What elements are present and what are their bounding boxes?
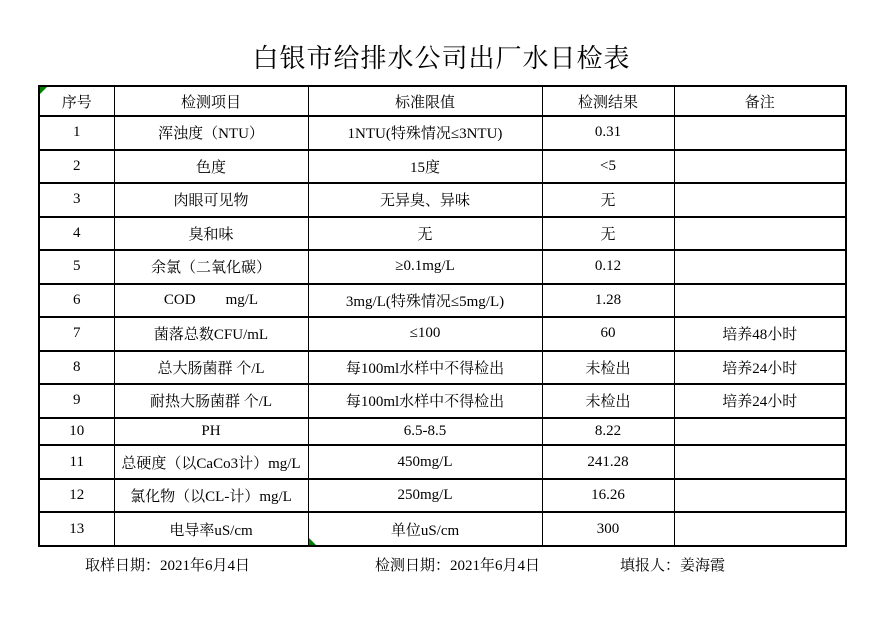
table-cell-note bbox=[674, 418, 846, 446]
table-cell-item: 色度 bbox=[114, 150, 308, 184]
table-cell-result: 1.28 bbox=[542, 284, 674, 318]
table-cell-index: 4 bbox=[39, 217, 114, 251]
table-cell-limit: 无异臭、异味 bbox=[308, 183, 542, 217]
test-date-label: 检测日期：2021年6月4日 bbox=[375, 558, 541, 574]
table-cell-index: 7 bbox=[39, 317, 114, 351]
table-cell-limit: 每100ml水样中不得检出 bbox=[308, 384, 542, 418]
table-row bbox=[39, 445, 846, 479]
table-cell-item: 总硬度（以CaCo3计）mg/L bbox=[114, 445, 308, 479]
table-cell-item: 氯化物（以CL-计）mg/L bbox=[114, 479, 308, 513]
table-row bbox=[39, 479, 846, 513]
table-cell-limit: 450mg/L bbox=[308, 445, 542, 479]
table-row bbox=[39, 217, 846, 251]
table-cell-result: 0.31 bbox=[542, 116, 674, 150]
table-cell-index: 3 bbox=[39, 183, 114, 217]
table-cell-item: PH bbox=[114, 418, 308, 446]
table-cell-result: 16.26 bbox=[542, 479, 674, 513]
table-cell-note: 培养24小时 bbox=[674, 384, 846, 418]
table-cell-limit: 无 bbox=[308, 217, 542, 251]
table-cell-result: 无 bbox=[542, 217, 674, 251]
table-cell-note bbox=[674, 479, 846, 513]
column-header-limit: 标准限值 bbox=[308, 86, 542, 116]
table-cell-note: 培养48小时 bbox=[674, 317, 846, 351]
table-cell-limit: 每100ml水样中不得检出 bbox=[308, 351, 542, 385]
table-cell-result: 241.28 bbox=[542, 445, 674, 479]
table-cell-index: 13 bbox=[39, 512, 114, 546]
table-cell-result: 300 bbox=[542, 512, 674, 546]
sampling-date-label: 取样日期：2021年6月4日 bbox=[85, 558, 251, 574]
table-cell-item: COD mg/L bbox=[114, 284, 308, 318]
footer bbox=[0, 554, 880, 574]
table-row bbox=[39, 250, 846, 284]
table-cell-item: 余氯（二氧化碳） bbox=[114, 250, 308, 284]
table-cell-result: 无 bbox=[542, 183, 674, 217]
header-row bbox=[39, 86, 846, 116]
table-cell-item: 菌落总数CFU/mL bbox=[114, 317, 308, 351]
table-cell-note bbox=[674, 250, 846, 284]
table-row bbox=[39, 116, 846, 150]
table-cell-index: 5 bbox=[39, 250, 114, 284]
column-header-note: 备注 bbox=[674, 86, 846, 116]
table-cell-result: <5 bbox=[542, 150, 674, 184]
table-cell-item: 总大肠菌群 个/L bbox=[114, 351, 308, 385]
table-row bbox=[39, 512, 846, 546]
table-cell-limit: 250mg/L bbox=[308, 479, 542, 513]
table-cell-result: 8.22 bbox=[542, 418, 674, 446]
table-body bbox=[39, 116, 846, 546]
table-row bbox=[39, 418, 846, 446]
table-cell-item: 耐热大肠菌群 个/L bbox=[114, 384, 308, 418]
table-cell-note bbox=[674, 284, 846, 318]
table-row bbox=[39, 384, 846, 418]
table-cell-note bbox=[674, 445, 846, 479]
table-cell-note bbox=[674, 150, 846, 184]
table-row bbox=[39, 351, 846, 385]
table-cell-index: 6 bbox=[39, 284, 114, 318]
table-cell-index: 11 bbox=[39, 445, 114, 479]
table-cell-index: 2 bbox=[39, 150, 114, 184]
table-cell-limit: ≤100 bbox=[308, 317, 542, 351]
table-cell-limit: ≥0.1mg/L bbox=[308, 250, 542, 284]
column-header-index: 序号 bbox=[39, 86, 114, 116]
table-row bbox=[39, 284, 846, 318]
reporter-label: 填报人：姜海霞 bbox=[620, 558, 726, 574]
table-cell-note bbox=[674, 183, 846, 217]
table-cell-result: 0.12 bbox=[542, 250, 674, 284]
table-cell-note bbox=[674, 217, 846, 251]
table-cell-result: 60 bbox=[542, 317, 674, 351]
table-row bbox=[39, 317, 846, 351]
table-cell-limit: 1NTU(特殊情况≤3NTU) bbox=[308, 116, 542, 150]
column-header-result: 检测结果 bbox=[542, 86, 674, 116]
water-quality-table bbox=[38, 85, 847, 547]
table-row bbox=[39, 150, 846, 184]
table-cell-limit: 6.5-8.5 bbox=[308, 418, 542, 446]
table-cell-note: 培养24小时 bbox=[674, 351, 846, 385]
table-cell-index: 9 bbox=[39, 384, 114, 418]
table-row bbox=[39, 183, 846, 217]
table-cell-index: 10 bbox=[39, 418, 114, 446]
table-cell-limit: 3mg/L(特殊情况≤5mg/L) bbox=[308, 284, 542, 318]
table-cell-item: 肉眼可见物 bbox=[114, 183, 308, 217]
table-cell-result: 未检出 bbox=[542, 351, 674, 385]
page-title: 白银市给排水公司出厂水日检表 bbox=[252, 44, 631, 73]
table-cell-item: 臭和味 bbox=[114, 217, 308, 251]
table-cell-note bbox=[674, 512, 846, 546]
table-cell-limit: 单位uS/cm bbox=[308, 512, 542, 546]
table-cell-item: 浑浊度（NTU） bbox=[114, 116, 308, 150]
table-cell-index: 12 bbox=[39, 479, 114, 513]
table-cell-index: 1 bbox=[39, 116, 114, 150]
table-cell-note bbox=[674, 116, 846, 150]
table-cell-result: 未检出 bbox=[542, 384, 674, 418]
table-cell-limit: 15度 bbox=[308, 150, 542, 184]
column-header-item: 检测项目 bbox=[114, 86, 308, 116]
table-cell-item: 电导率uS/cm bbox=[114, 512, 308, 546]
table-cell-index: 8 bbox=[39, 351, 114, 385]
